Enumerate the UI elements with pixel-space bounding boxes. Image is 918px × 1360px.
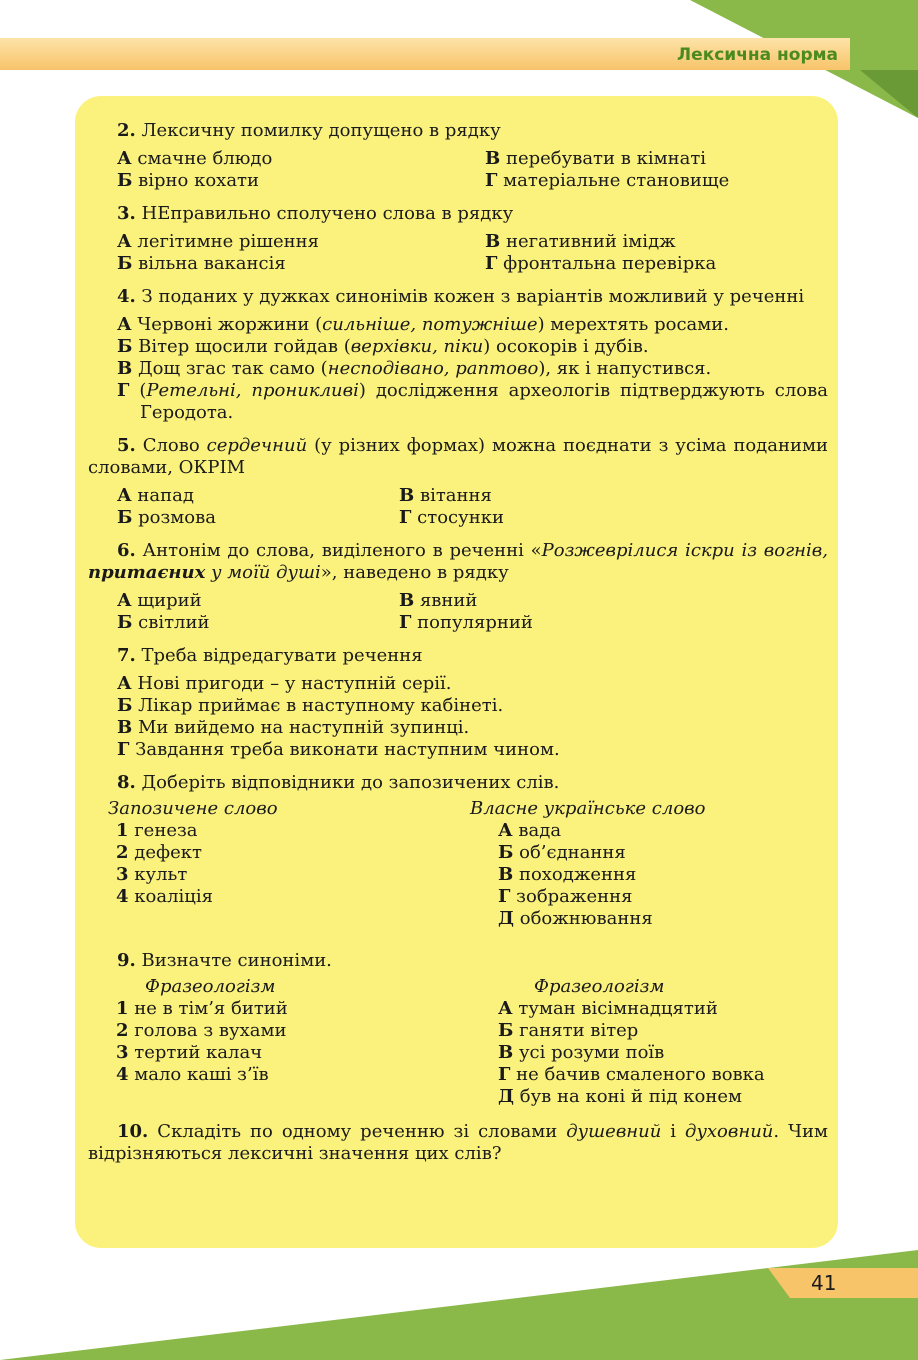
list-item: А вада: [498, 820, 562, 841]
question-9: 9. Визначте синоніми.: [117, 950, 332, 971]
option: А смачне блюдо: [117, 148, 273, 169]
option: Г популярний: [399, 612, 533, 633]
right-column: [448, 798, 828, 930]
left-column: [88, 798, 448, 930]
option: Б Вітер щосили гойдав (верхівки, піки) осокорів і дубів.: [117, 336, 649, 357]
question-4: 4. З поданих у дужках синонімів кожен з варіантів можливий у реченні: [117, 286, 805, 307]
question-2-options: [117, 148, 828, 192]
option: Г матеріальне становище: [485, 170, 730, 191]
question-5: 5. Слово сердечний (у різних формах) можна поєднати з усіма поданими словами, ОКРІМ: [88, 435, 828, 478]
question-4-options: [117, 314, 828, 424]
option: В негативний імідж: [485, 231, 676, 252]
list-item: 1 не в тім’я битий: [116, 998, 288, 1019]
option: А Червоні жоржини (сильніше, потужніше) мерехтять росами.: [117, 314, 729, 335]
question-7-options: [117, 673, 828, 761]
question-5-options: [117, 485, 828, 529]
page-number: 41: [811, 1271, 837, 1295]
option: В перебувати в кімнаті: [485, 148, 707, 169]
list-item: Г зображення: [498, 886, 633, 907]
question-9-matching: [88, 976, 828, 1108]
list-item: Б ганяти вітер: [498, 1020, 639, 1041]
question-6: 6. Антонім до слова, виділеного в реченні «Розжеврілися іскри із вогнів, притаєних у моїй душі», наведено в рядку: [88, 540, 828, 583]
right-column-header: Власне українське слово: [470, 798, 706, 819]
list-item: 3 культ: [116, 864, 188, 885]
option: В явний: [399, 590, 478, 611]
list-item: Д обожнювання: [498, 908, 653, 929]
question-6-options: [117, 590, 828, 634]
option: А щирий: [117, 590, 202, 611]
option: В Ми вийдемо на наступній зупинці.: [117, 717, 470, 738]
option: Б вірно кохати: [117, 170, 260, 191]
option: Б вільна вакансія: [117, 253, 286, 274]
right-column: [448, 976, 828, 1108]
option: Г стосунки: [399, 507, 504, 528]
list-item: Д був на коні й під конем: [498, 1086, 743, 1107]
list-item: 4 мало каші з’їв: [116, 1064, 269, 1085]
exercise-content: [88, 120, 828, 1165]
section-title: Лексична норма: [677, 45, 838, 65]
option: А напад: [117, 485, 194, 506]
right-column-header: Фразеологізм: [534, 976, 665, 997]
footer-decoration: [0, 1240, 918, 1360]
option: А Нові пригоди – у наступній серії.: [117, 673, 452, 694]
option: Г фронтальна перевірка: [485, 253, 717, 274]
question-3-options: [117, 231, 828, 275]
list-item: Б об’єднання: [498, 842, 626, 863]
option: Б розмова: [117, 507, 216, 528]
list-item: А туман вісімнадцятий: [498, 998, 718, 1019]
list-item: 1 генеза: [116, 820, 198, 841]
question-8-matching: [88, 798, 828, 930]
question-3: 3. НЕправильно сполучено слова в рядку: [117, 203, 514, 224]
left-column-header: Запозичене слово: [108, 798, 278, 819]
option: В вітання: [399, 485, 492, 506]
left-column: [88, 976, 448, 1108]
option: Г (Ретельні, проникливі) дослідження археологів підтверджують слова Геродота.: [117, 380, 828, 423]
list-item: Г не бачив смаленого вовка: [498, 1064, 765, 1085]
left-column-header: Фразеологізм: [145, 976, 276, 997]
list-item: 2 дефект: [116, 842, 202, 863]
list-item: 3 тертий калач: [116, 1042, 263, 1063]
question-2: 2. Лексичну помилку допущено в рядку: [117, 120, 501, 141]
option: В Дощ згас так само (несподівано, раптово), як і напустився.: [117, 358, 712, 379]
question-7: 7. Треба відредагувати речення: [117, 645, 423, 666]
list-item: В походження: [498, 864, 637, 885]
list-item: 4 коаліція: [116, 886, 213, 907]
option: Б Лікар приймає в наступному кабінеті.: [117, 695, 504, 716]
option: А легітимне рішення: [117, 231, 320, 252]
question-10: 10. Складіть по одному реченню зі словами душевний і духовний. Чим відрізняються лексичні значення цих слів?: [88, 1121, 829, 1164]
list-item: В усі розуми поїв: [498, 1042, 665, 1063]
question-8: 8. Доберіть відповідники до запозичених слів.: [117, 772, 560, 793]
option: Г Завдання треба виконати наступним чином.: [117, 739, 560, 760]
option: Б світлий: [117, 612, 210, 633]
list-item: 2 голова з вухами: [116, 1020, 287, 1041]
